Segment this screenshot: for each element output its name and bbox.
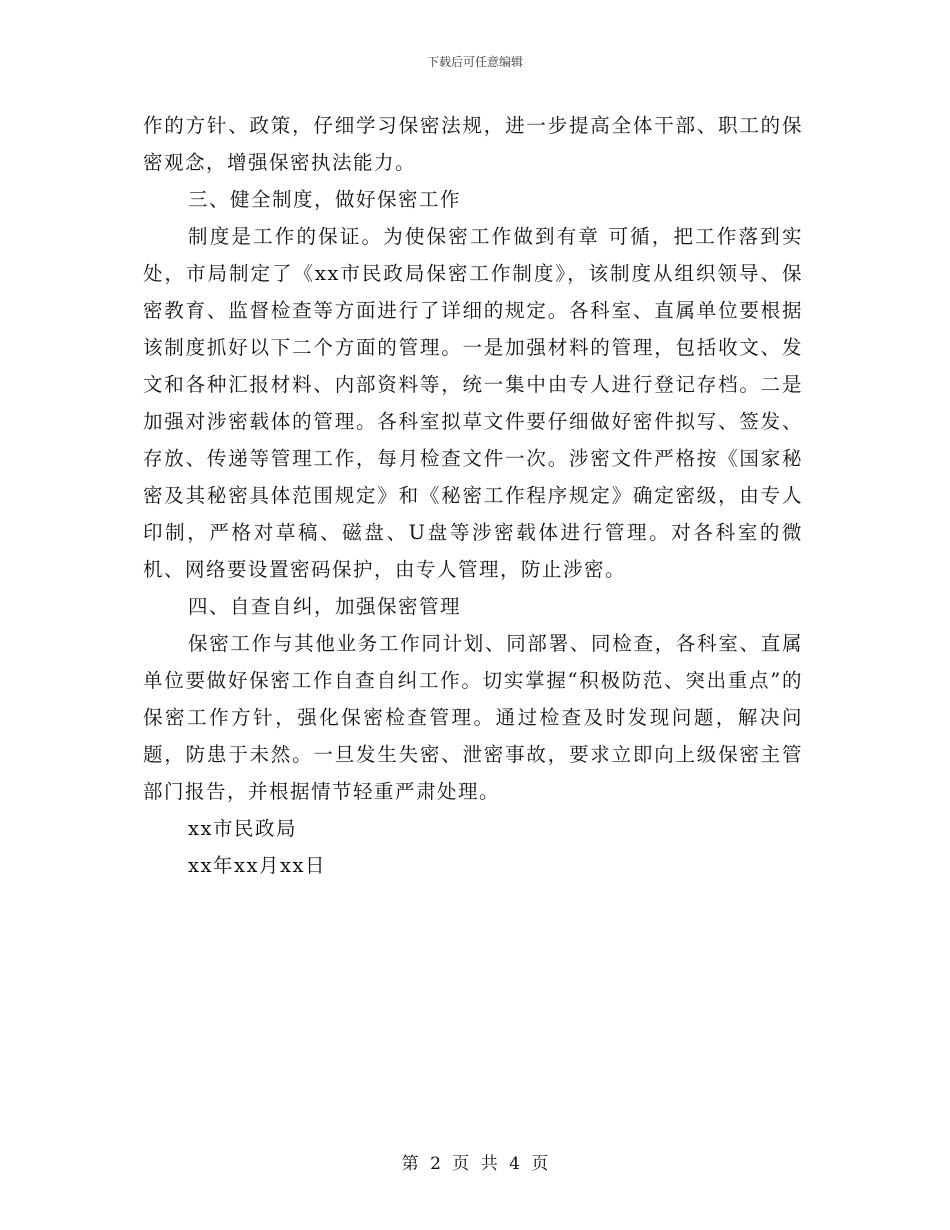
section-heading-3: 三、健全制度，做好保密工作 — [188, 188, 462, 211]
paragraph-continuation: 作的方针、政策，仔细学习保密法规，进一步提高全体干部、职工的保密观念，增强保密执法能力。 — [143, 114, 803, 174]
document-body — [143, 107, 803, 884]
paragraph-system: 制度是工作的保证。为使保密工作做到有章 可循，把工作落到实处，市局制定了《xx市民政局保密工作制度》，该制度从组织领导、保密教育、监督检查等方面进行了详细的规定。各科室、直属单位要根据该制度抓好以下二个方面的管理。一是加强材料的管理，包括收文、发文和各种汇报材料、内部资料等，统一集中由专人进行登记存档。二是加强对涉密载体的管理。各科室拟草文件要仔细做好密件拟写、签发、存放、传递等管理工作，每月检查文件一次。涉密文件严格按《国家秘密及其秘密具体范围规定》和《秘密工作程序规定》确定密级，由专人印制，严格对草稿、磁盘、U盘等涉密载体进行管理。对各科室的微机、网络要设置密码保护，由专人管理，防止涉密。 — [143, 225, 803, 581]
page-header-note: 下载后可任意编辑 — [426, 55, 523, 69]
page-number: 第 2 页 共 4 页 — [401, 1154, 549, 1174]
section-heading-4: 四、自查自纠，加强保密管理 — [188, 595, 462, 618]
signature-date: xx年xx月xx日 — [188, 854, 326, 877]
signature-organization: xx市民政局 — [188, 817, 297, 840]
paragraph-self-check: 保密工作与其他业务工作同计划、同部署、同检查，各科室、直属单位要做好保密工作自查自纠工作。切实掌握“积极防范、突出重点”的保密工作方针，强化保密检查管理。通过检查及时发现问题，解决问题，防患于未然。一旦发生失密、泄密事故，要求立即向上级保密主管部门报告，并根据情节轻重严肃处理。 — [143, 632, 803, 803]
